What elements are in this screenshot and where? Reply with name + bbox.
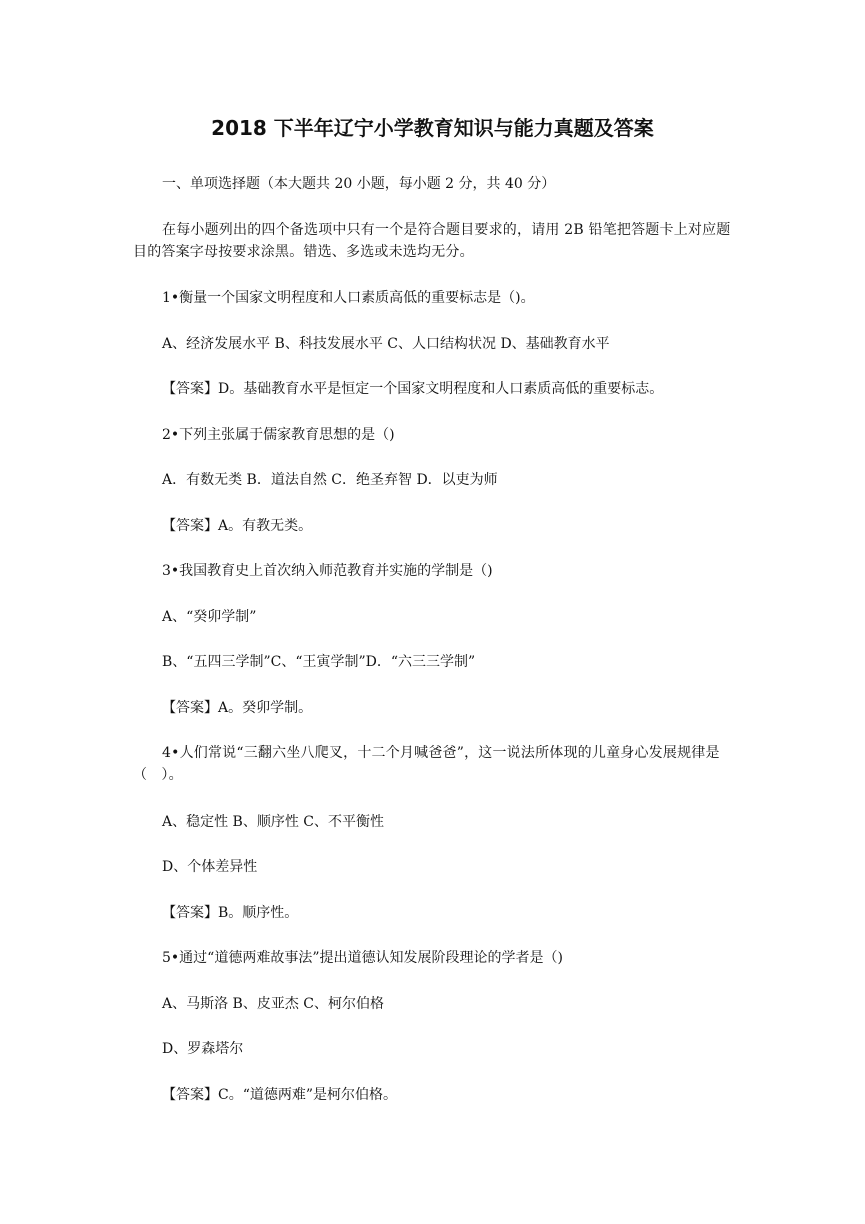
question-4-answer: 【答案】B。顺序性。 [162, 905, 299, 921]
question-1-options: A、经济发展水平 B、科技发展水平 C、人口结构状况 D、基础教育水平 [162, 336, 610, 352]
question-4-option-d: D、个体差异性 [162, 859, 258, 875]
question-2-options: A．有数无类 B．道法自然 C．绝圣弃智 D．以吏为师 [162, 472, 498, 488]
question-5-option-d: D、罗森塔尔 [162, 1041, 244, 1057]
document-title: 2018 下半年辽宁小学教育知识与能力真题及答案 [211, 116, 654, 140]
instructions-paragraph: 在每小题列出的四个备选项中只有一个是符合题目要求的，请用 2B 铅笔把答题卡上对应题目的答案字母按要求涂黑。错选、多选或未选均无分。 [133, 222, 731, 260]
question-2-stem: 2•下列主张属于儒家教育思想的是（) [162, 427, 395, 443]
section-heading: 一、单项选择题（本大题共 20 小题，每小题 2 分，共 40 分） [162, 176, 556, 192]
question-1-stem: 1•衡量一个国家文明程度和人口素质高低的重要标志是（)。 [162, 290, 535, 306]
question-5-options-abc: A、马斯洛 B、皮亚杰 C、柯尔伯格 [162, 996, 385, 1012]
question-3-option-a: A、“癸卯学制” [162, 609, 257, 625]
question-4-options-abc: A、稳定性 B、顺序性 C、不平衡性 [162, 814, 385, 830]
question-5-answer: 【答案】C。“道德两难”是柯尔伯格。 [162, 1087, 398, 1103]
question-3-options-bcd: B、“五四三学制”C、“王寅学制”D．“六三三学制” [162, 654, 476, 670]
question-1-answer: 【答案】D。基础教育水平是恒定一个国家文明程度和人口素质高低的重要标志。 [162, 381, 664, 397]
question-4-stem: 4•人们常说“三翻六坐八爬叉，十二个月喊爸爸”，这一说法所体现的儿童身心发展规律是（ ）。 [133, 745, 720, 783]
question-3-stem: 3•我国教育史上首次纳入师范教育并实施的学制是（) [162, 563, 493, 579]
question-5-stem: 5•通过“道德两难故事法”提出道德认知发展阶段理论的学者是（) [162, 950, 563, 966]
question-3-answer: 【答案】A。癸卯学制。 [162, 700, 313, 716]
question-2-answer: 【答案】A。有教无类。 [162, 518, 313, 534]
